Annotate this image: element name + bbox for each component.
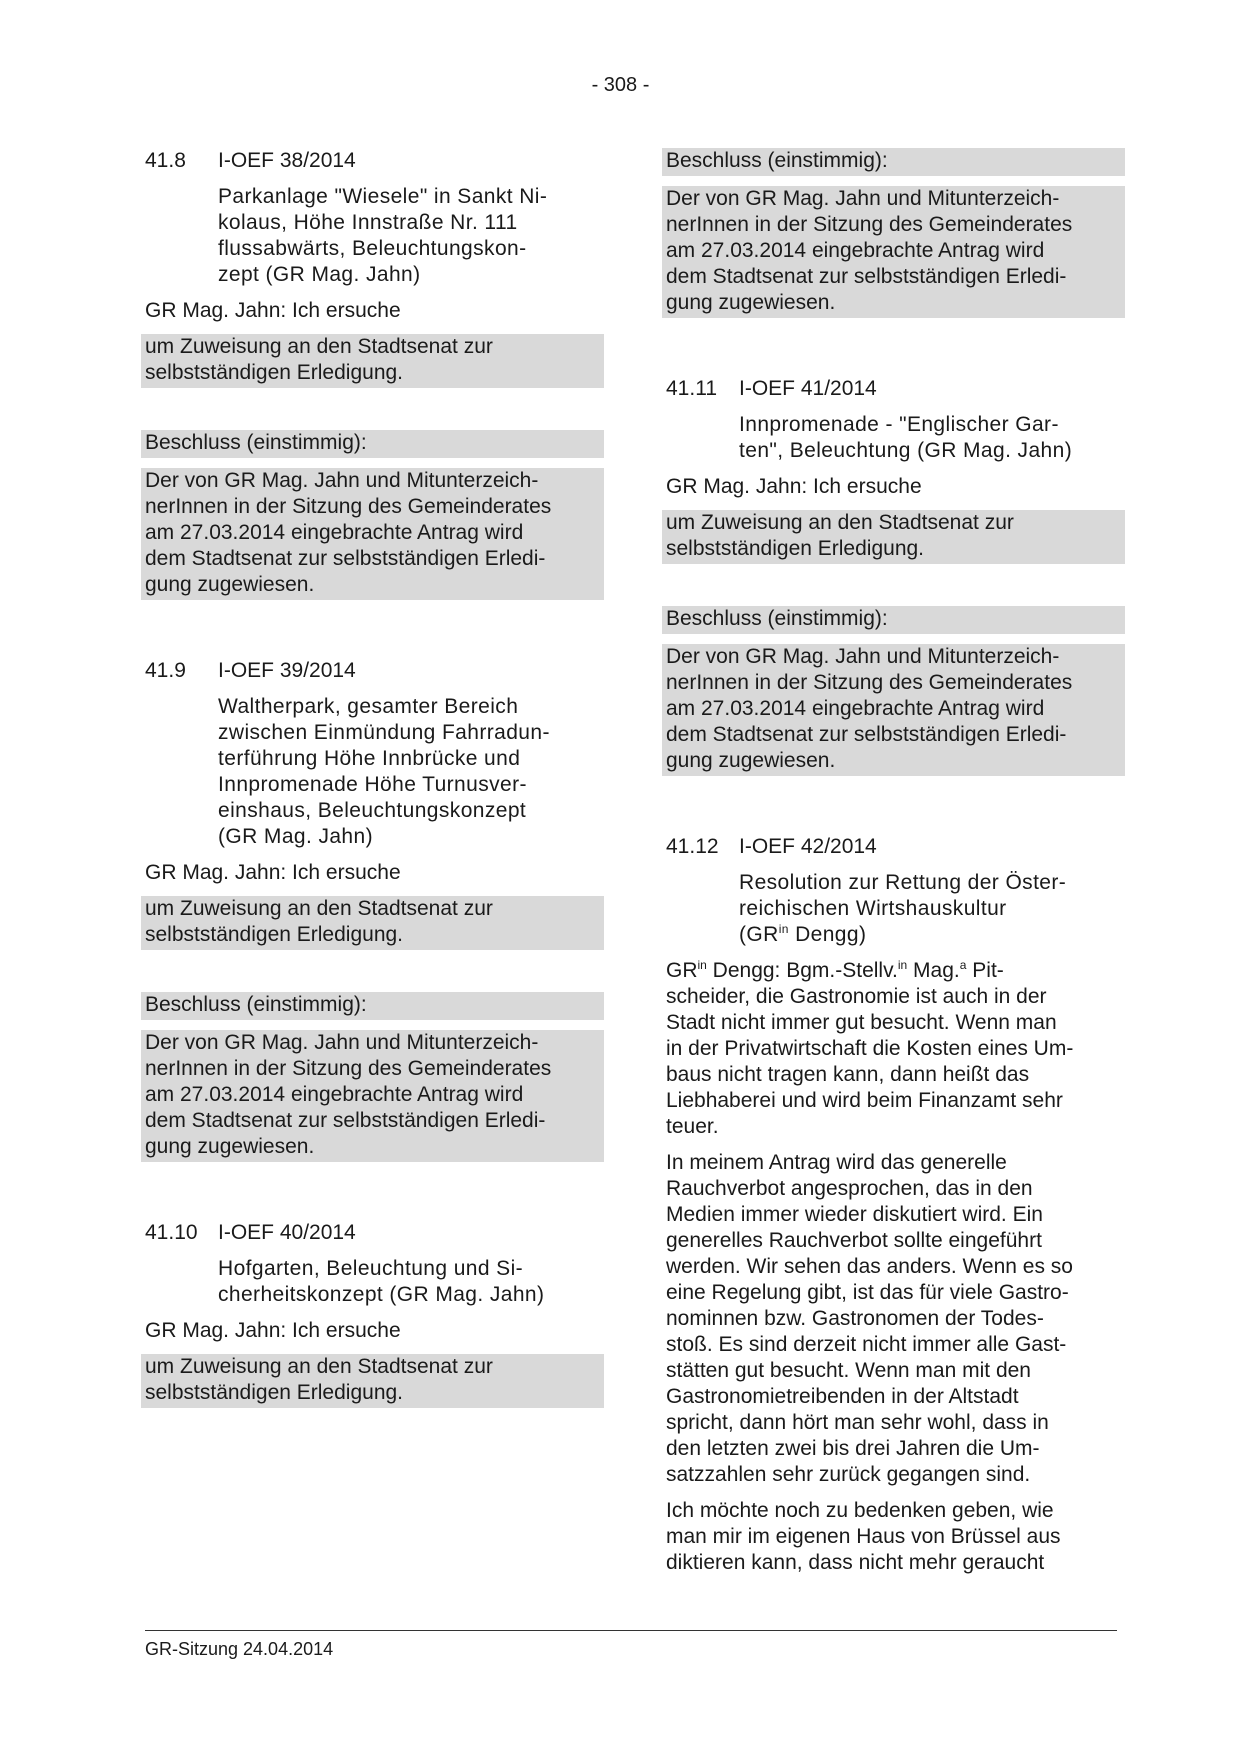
speech-line: den letzten zwei bis drei Jahren die Um- [666, 1437, 1040, 1460]
title-line: ten", Beleuchtung (GR Mag. Jahn) [739, 439, 1073, 462]
item-number: 41.11 [666, 377, 717, 400]
resolution-line: nerInnen in der Sitzung des Gemeinderates [666, 671, 1073, 694]
request-line: um Zuweisung an den Stadtsenat zur [666, 511, 1014, 534]
item-code: I-OEF 41/2014 [739, 377, 877, 400]
superscript: in [897, 958, 908, 972]
title-superscript: in [778, 922, 789, 936]
speech-line: diktieren kann, dass nicht mehr geraucht [666, 1551, 1045, 1574]
request-line: um Zuweisung an den Stadtsenat zur [145, 335, 493, 358]
title-line: zept (GR Mag. Jahn) [218, 263, 421, 286]
speech-line: werden. Wir sehen das anders. Wenn es so [666, 1255, 1073, 1278]
page-number: - 308 - [591, 74, 650, 96]
resolution-heading: Beschluss (einstimmig): [141, 992, 604, 1020]
resolution-heading: Beschluss (einstimmig): [141, 430, 604, 458]
title-line [739, 922, 1121, 948]
request-box [662, 510, 1125, 564]
title-line: Resolution zur Rettung der Öster- [739, 871, 1067, 894]
speech-line: In meinem Antrag wird das generelle [666, 1151, 1007, 1174]
title-line: (GR Mag. Jahn) [218, 825, 373, 848]
speech-line: Ich möchte noch zu bedenken geben, wie [666, 1499, 1054, 1522]
resolution-line: Der von GR Mag. Jahn und Mitunterzeich- [145, 469, 539, 492]
speech-line: man mir im eigenen Haus von Brüssel aus [666, 1525, 1061, 1548]
resolution-line: gung zugewiesen. [145, 1135, 315, 1158]
superscript: in [697, 958, 707, 972]
resolution-body [141, 1030, 604, 1162]
speech-line: generelles Rauchverbot sollte eingeführt [666, 1229, 1042, 1252]
request-line: selbstständigen Erledigung. [145, 361, 404, 384]
resolution-line: gung zugewiesen. [666, 749, 836, 772]
item-number: 41.10 [145, 1221, 198, 1244]
request-line: selbstständigen Erledigung. [145, 1381, 404, 1404]
title-line: reichischen Wirtshauskultur [739, 897, 1007, 920]
speech-line: baus nicht tragen kann, dann heißt das [666, 1063, 1030, 1086]
speech-line: scheider, die Gastronomie ist auch in der [666, 985, 1047, 1008]
speech-paragraph [666, 958, 1121, 1140]
resolution-line: dem Stadtsenat zur selbstständigen Erledi- [145, 547, 546, 570]
item-title [218, 184, 600, 288]
item-heading [666, 834, 1121, 860]
resolution-line: dem Stadtsenat zur selbstständigen Erledi- [666, 265, 1067, 288]
speaker-text: Dengg: Bgm.-Stellv. [706, 959, 898, 982]
resolution-line: am 27.03.2014 eingebrachte Antrag wird [145, 521, 524, 544]
resolution-line: nerInnen in der Sitzung des Gemeinderates [145, 495, 552, 518]
speech-line: Stadt nicht immer gut besucht. Wenn man [666, 1011, 1057, 1034]
resolution-line: dem Stadtsenat zur selbstständigen Erledi- [145, 1109, 546, 1132]
speaker-text: GR [666, 959, 698, 982]
footer-text: GR-Sitzung 24.04.2014 [145, 1639, 334, 1659]
speech-line: nominnen bzw. Gastronomen der Todes- [666, 1307, 1044, 1330]
speaker-text: Mag. [907, 959, 960, 982]
speech-line: spricht, dann hört man sehr wohl, dass in [666, 1411, 1049, 1434]
title-line: einshaus, Beleuchtungskonzept [218, 799, 527, 822]
request-line: selbstständigen Erledigung. [145, 923, 404, 946]
speaker-line: GR Mag. Jahn: Ich ersuche [145, 1319, 401, 1342]
speech-paragraph [666, 1498, 1121, 1576]
speech-line: teuer. [666, 1115, 719, 1138]
speech-line: stätten gut besucht. Wenn man mit den [666, 1359, 1031, 1382]
item-title [218, 1256, 600, 1308]
right-column [666, 148, 1121, 1586]
request-box [141, 1354, 604, 1408]
request-line: um Zuweisung an den Stadtsenat zur [145, 897, 493, 920]
item-heading [666, 376, 1121, 402]
resolution-line: nerInnen in der Sitzung des Gemeinderates [666, 213, 1073, 236]
resolution-line: dem Stadtsenat zur selbstständigen Erledi- [666, 723, 1067, 746]
speech-line: Liebhaberei und wird beim Finanzamt sehr [666, 1089, 1063, 1112]
speech-line: Medien immer wieder diskutiert wird. Ein [666, 1203, 1043, 1226]
title-line: cherheitskonzept (GR Mag. Jahn) [218, 1283, 545, 1306]
item-number: 41.9 [145, 659, 186, 682]
speaker-text: Pit- [966, 959, 1004, 982]
item-heading [145, 1220, 600, 1246]
request-line: selbstständigen Erledigung. [666, 537, 925, 560]
resolution-line: gung zugewiesen. [666, 291, 836, 314]
request-line: um Zuweisung an den Stadtsenat zur [145, 1355, 493, 1378]
resolution-line: am 27.03.2014 eingebrachte Antrag wird [666, 697, 1045, 720]
item-title [739, 870, 1121, 948]
item-heading [145, 658, 600, 684]
item-code: I-OEF 39/2014 [218, 659, 356, 682]
title-line: Parkanlage "Wiesele" in Sankt Ni- [218, 185, 548, 208]
request-box [141, 334, 604, 388]
title-line: zwischen Einmündung Fahrradun- [218, 721, 550, 744]
title-line: Hofgarten, Beleuchtung und Si- [218, 1257, 524, 1280]
title-line: terführung Höhe Innbrücke und [218, 747, 521, 770]
speech-line: satzzahlen sehr zurück gegangen sind. [666, 1463, 1031, 1486]
resolution-body [141, 468, 604, 600]
title-line: kolaus, Höhe Innstraße Nr. 111 [218, 211, 518, 234]
request-box [141, 896, 604, 950]
item-number: 41.8 [145, 149, 186, 172]
resolution-line: nerInnen in der Sitzung des Gemeinderates [145, 1057, 552, 1080]
speech-line: Gastronomietreibenden in der Altstadt [666, 1385, 1019, 1408]
resolution-line: Der von GR Mag. Jahn und Mitunterzeich- [145, 1031, 539, 1054]
item-code: I-OEF 38/2014 [218, 149, 356, 172]
speech-paragraph [666, 1150, 1121, 1488]
speech-line: eine Regelung gibt, ist das für viele Gastro- [666, 1281, 1069, 1304]
resolution-heading: Beschluss (einstimmig): [662, 606, 1125, 634]
resolution-line: Der von GR Mag. Jahn und Mitunterzeich- [666, 645, 1060, 668]
item-number: 41.12 [666, 835, 719, 858]
resolution-line: am 27.03.2014 eingebrachte Antrag wird [145, 1083, 524, 1106]
item-heading [145, 148, 600, 174]
item-title [739, 412, 1121, 464]
resolution-body [662, 186, 1125, 318]
speech-line [666, 958, 1121, 984]
resolution-body [662, 644, 1125, 776]
speaker-line: GR Mag. Jahn: Ich ersuche [666, 475, 922, 498]
footer-rule [145, 1630, 1117, 1631]
left-column [145, 148, 600, 1450]
item-code: I-OEF 42/2014 [739, 835, 877, 858]
title-line: Innpromenade Höhe Turnusver- [218, 773, 527, 796]
item-code: I-OEF 40/2014 [218, 1221, 356, 1244]
title-line: Innpromenade - "Englischer Gar- [739, 413, 1059, 436]
superscript: a [959, 958, 967, 972]
resolution-line: am 27.03.2014 eingebrachte Antrag wird [666, 239, 1045, 262]
speaker-line: GR Mag. Jahn: Ich ersuche [145, 861, 401, 884]
speech-line: in der Privatwirtschaft die Kosten eines Um- [666, 1037, 1074, 1060]
resolution-line: gung zugewiesen. [145, 573, 315, 596]
resolution-heading: Beschluss (einstimmig): [662, 148, 1125, 176]
title-line: Waltherpark, gesamter Bereich [218, 695, 519, 718]
title-line: flussabwärts, Beleuchtungskon- [218, 237, 527, 260]
speech-line: stoß. Es sind derzeit nicht immer alle Gast- [666, 1333, 1067, 1356]
title-text: Dengg) [788, 923, 867, 946]
speaker-line: GR Mag. Jahn: Ich ersuche [145, 299, 401, 322]
item-title [218, 694, 600, 850]
resolution-line: Der von GR Mag. Jahn und Mitunterzeich- [666, 187, 1060, 210]
speech-line: Rauchverbot angesprochen, das in den [666, 1177, 1033, 1200]
title-text: (GR [739, 923, 779, 946]
